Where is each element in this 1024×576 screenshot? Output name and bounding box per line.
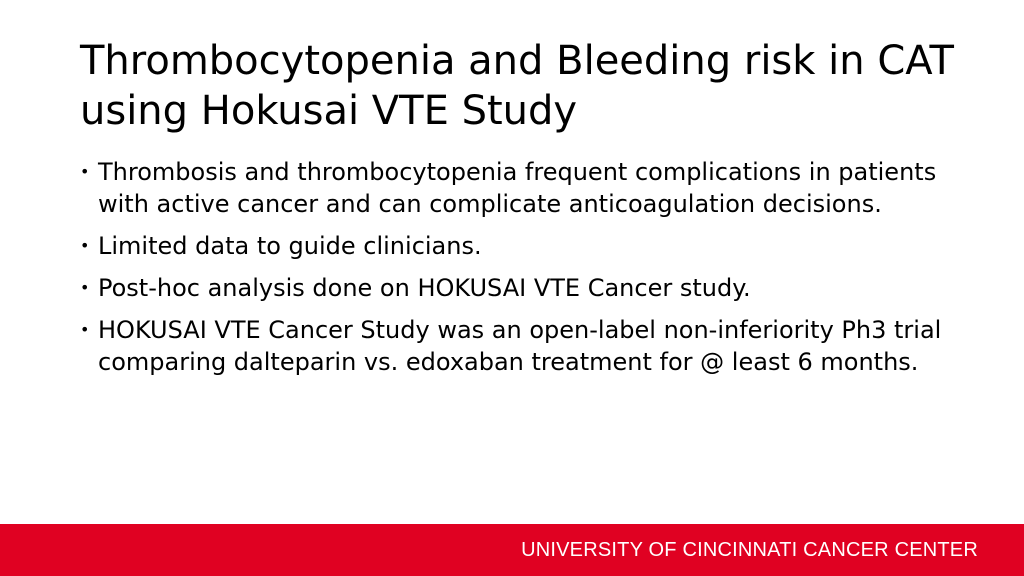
bullet-dot-icon: • — [80, 236, 90, 255]
bullet-item — [80, 230, 960, 262]
bullet-dot-icon: • — [80, 320, 90, 339]
bullet-dot-icon: • — [80, 278, 90, 297]
bullet-text: Limited data to guide clinicians. — [98, 232, 482, 260]
bullet-text: Thrombosis and thrombocytopenia frequent complications in patients with active cancer and can complicate anticoagulation decisions. — [98, 158, 937, 218]
institution-name: UNIVERSITY OF CINCINNATI CANCER CENTER — [521, 539, 978, 561]
bullet-dot-icon: • — [80, 162, 90, 181]
bullet-list — [80, 156, 960, 388]
bullet-text: HOKUSAI VTE Cancer Study was an open-label non-inferiority Ph3 trial comparing dalteparin vs. edoxaban treatment for @ least 6 months. — [98, 316, 942, 376]
slide-title: Thrombocytopenia and Bleeding risk in CAT using Hokusai VTE Study — [80, 38, 954, 134]
bullet-text: Post-hoc analysis done on HOKUSAI VTE Cancer study. — [98, 274, 751, 302]
bullet-item — [80, 272, 960, 304]
bullet-item — [80, 314, 960, 378]
footer-bar — [0, 524, 1024, 576]
bullet-item — [80, 156, 960, 220]
